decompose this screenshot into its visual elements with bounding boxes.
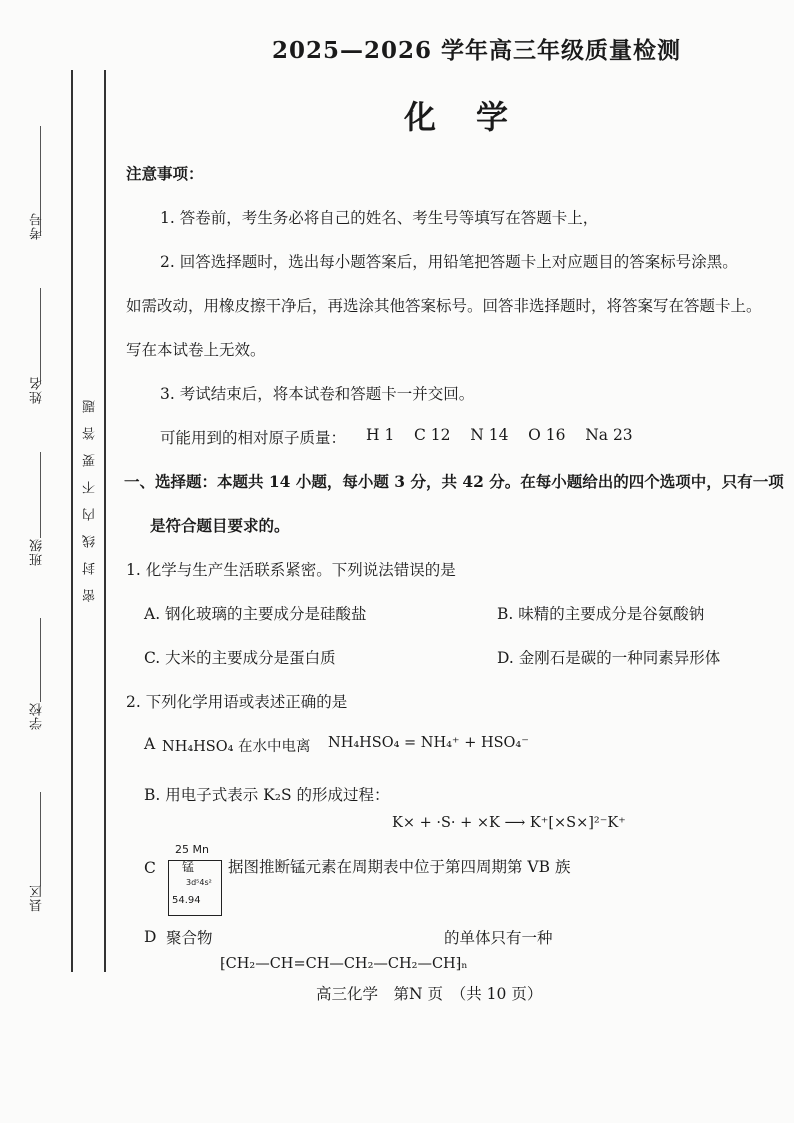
element-card (168, 860, 222, 916)
binding-line-inner (104, 70, 106, 972)
notice-item-1: 1. 答卷前，考生务必将自己的姓名、考生号等填写在答题卡上， (160, 209, 599, 227)
question-2-stem: 2. 下列化学用语或表述正确的是 (126, 693, 348, 711)
notice-heading: 注意事项： (126, 164, 204, 183)
question-2-option-a-equation: NH₄HSO₄ = NH₄⁺ + HSO₄⁻ (328, 735, 529, 751)
field-label-class: 班级 (30, 538, 45, 566)
element-card-config: 3d⁵4s² (186, 878, 212, 887)
question-2-option-b-text: B. 用电子式表示 K₂S 的形成过程： (144, 786, 390, 804)
question-1-option-b: B. 味精的主要成分是谷氨酸钠 (497, 605, 705, 623)
page-footer: 高三化学 第N 页 （共 10 页） (316, 985, 543, 1003)
field-line-school (40, 618, 41, 702)
question-1-option-c: C. 大米的主要成分是蛋白质 (144, 649, 336, 667)
notice-item-2-line-3: 写在本试卷上无效。 (126, 341, 266, 359)
binding-line-outer (71, 70, 73, 972)
atomic-mass-values: H 1 C 12 N 14 O 16 Na 23 (366, 426, 633, 444)
section-1-title-line-2: 是符合题目要求的。 (150, 516, 290, 535)
notice-item-3: 3. 考试结束后，将本试卷和答题卡一并交回。 (160, 385, 475, 403)
element-card-mass: 54.94 (172, 895, 201, 906)
question-2-option-a-letter: A (144, 735, 156, 753)
notice-item-2-line-2: 如需改动，用橡皮擦干净后，再选涂其他答案标号。回答非选择题时，将答案写在答题卡上。 (126, 297, 762, 315)
question-2-option-d-text-2: 的单体只有一种 (444, 929, 553, 947)
field-label-county: 县区 (30, 884, 45, 912)
question-2-option-d-formula: ⁅CH₂—CH=CH—CH₂—CH₂—CH⁆ₙ (220, 956, 468, 972)
field-line-county (40, 792, 41, 886)
section-1-title-line-1: 一、选择题：本题共 14 小题，每小题 3 分，共 42 分。在每小题给出的四个选项中，只有一项 (124, 472, 784, 491)
subject-title: 化学 (404, 98, 549, 136)
notice-item-2-line-1: 2. 回答选择题时，选出每小题答案后，用铅笔把答题卡上对应题目的答案标号涂黑。 (160, 253, 738, 271)
field-label-school: 学校 (30, 702, 45, 730)
field-line-class (40, 452, 41, 538)
question-2-option-c-letter: C (144, 859, 156, 877)
question-2-option-d-letter: D (144, 928, 157, 946)
atomic-mass-label: 可能用到的相对原子质量： (160, 429, 347, 447)
seal-notice: 密封线内不要答题 (83, 386, 98, 602)
question-1-option-d: D. 金刚石是碳的一种同素异形体 (497, 649, 721, 667)
exam-title: 2025—2026 学年高三年级质量检测 (272, 37, 682, 64)
question-2-option-d-text-1: 聚合物 (166, 929, 213, 947)
field-line-name (40, 288, 41, 384)
question-1-option-a: A. 钢化玻璃的主要成分是硅酸盐 (144, 605, 367, 623)
element-card-number-symbol: 25 Mn (175, 843, 209, 856)
field-label-kaohao: 考号 (30, 212, 45, 240)
field-label-name: 姓名 (30, 376, 45, 404)
question-2-option-c-text: 据图推断锰元素在周期表中位于第四周期第 VB 族 (228, 858, 571, 876)
element-card-name: 锰 (182, 860, 195, 874)
question-2-option-b-equation: K⨯ + ·S· + ⨯K ⟶ K⁺[⨯S⨯]²⁻K⁺ (392, 815, 626, 831)
question-2-option-a-text: NH₄HSO₄ 在水中电离 (162, 739, 311, 755)
question-1-stem: 1. 化学与生产生活联系紧密。下列说法错误的是 (126, 561, 456, 579)
